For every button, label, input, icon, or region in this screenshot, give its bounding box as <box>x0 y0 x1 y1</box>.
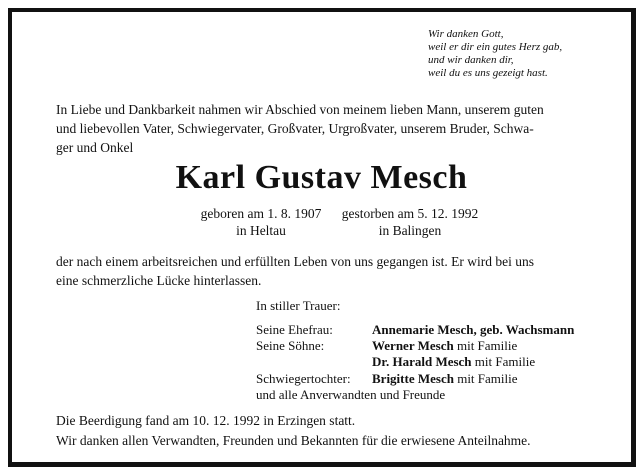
sons-label: Seine Söhne: <box>256 338 325 353</box>
daughter-in-law-name: Brigitte Mesch <box>372 371 454 386</box>
wife-name: Annemarie Mesch, geb. Wachsmann <box>372 322 575 337</box>
death-info <box>340 205 480 239</box>
obituary-frame <box>8 8 636 467</box>
poem-line: Wir danken Gott, <box>428 28 504 40</box>
deceased-name: Karl Gustav Mesch <box>175 159 468 196</box>
closing-block <box>56 411 531 451</box>
son-name: Werner Mesch <box>372 338 454 353</box>
relatives-line: und alle Anverwandten und Freunde <box>256 387 446 402</box>
daughter-in-law-suffix: mit Familie <box>453 371 518 386</box>
intro-paragraph <box>56 100 608 157</box>
thanks-notice: Wir danken allen Verwandten, Freunden und Bekannten für die erwiesene Anteilnahme. <box>56 433 531 448</box>
intro-line: und liebevollen Vater, Schwiegervater, Großvater, Urgroßvater, unserem Bruder, Schwa- <box>56 121 534 136</box>
poem-line: und wir danken dir, <box>428 54 514 66</box>
poem-block <box>428 28 562 80</box>
intro-line: ger und Onkel <box>56 140 134 155</box>
intro-line: In Liebe und Dankbarkeit nahmen wir Abschied von meinem lieben Mann, unserem guten <box>56 102 544 117</box>
birth-info <box>196 205 326 239</box>
birth-place: in Heltau <box>236 223 286 238</box>
son-name: Dr. Harald Mesch <box>372 354 472 369</box>
son-suffix: mit Familie <box>471 354 536 369</box>
memorial-paragraph <box>56 252 534 290</box>
son-entry <box>372 353 535 370</box>
wife-label: Seine Ehefrau: <box>256 322 333 337</box>
memorial-line: der nach einem arbeitsreichen und erfüllten Leben von uns gegangen ist. Er wird bei uns <box>56 254 534 269</box>
death-date: gestorben am 5. 12. 1992 <box>341 206 479 221</box>
daughter-in-law-label: Schwiegertochter: <box>256 371 351 386</box>
birth-date: geboren am 1. 8. 1907 <box>200 206 322 221</box>
daughter-in-law-entry <box>372 370 518 387</box>
son-entry <box>372 337 517 354</box>
son-suffix: mit Familie <box>453 338 518 353</box>
memorial-line: eine schmerzliche Lücke hinterlassen. <box>56 273 262 288</box>
poem-line: weil du es uns gezeigt hast. <box>428 67 548 79</box>
mourners-heading: In stiller Trauer: <box>256 298 341 313</box>
funeral-notice: Die Beerdigung fand am 10. 12. 1992 in Erzingen statt. <box>56 413 356 428</box>
poem-line: weil er dir ein gutes Herz gab, <box>428 41 563 53</box>
death-place: in Balingen <box>378 223 442 238</box>
